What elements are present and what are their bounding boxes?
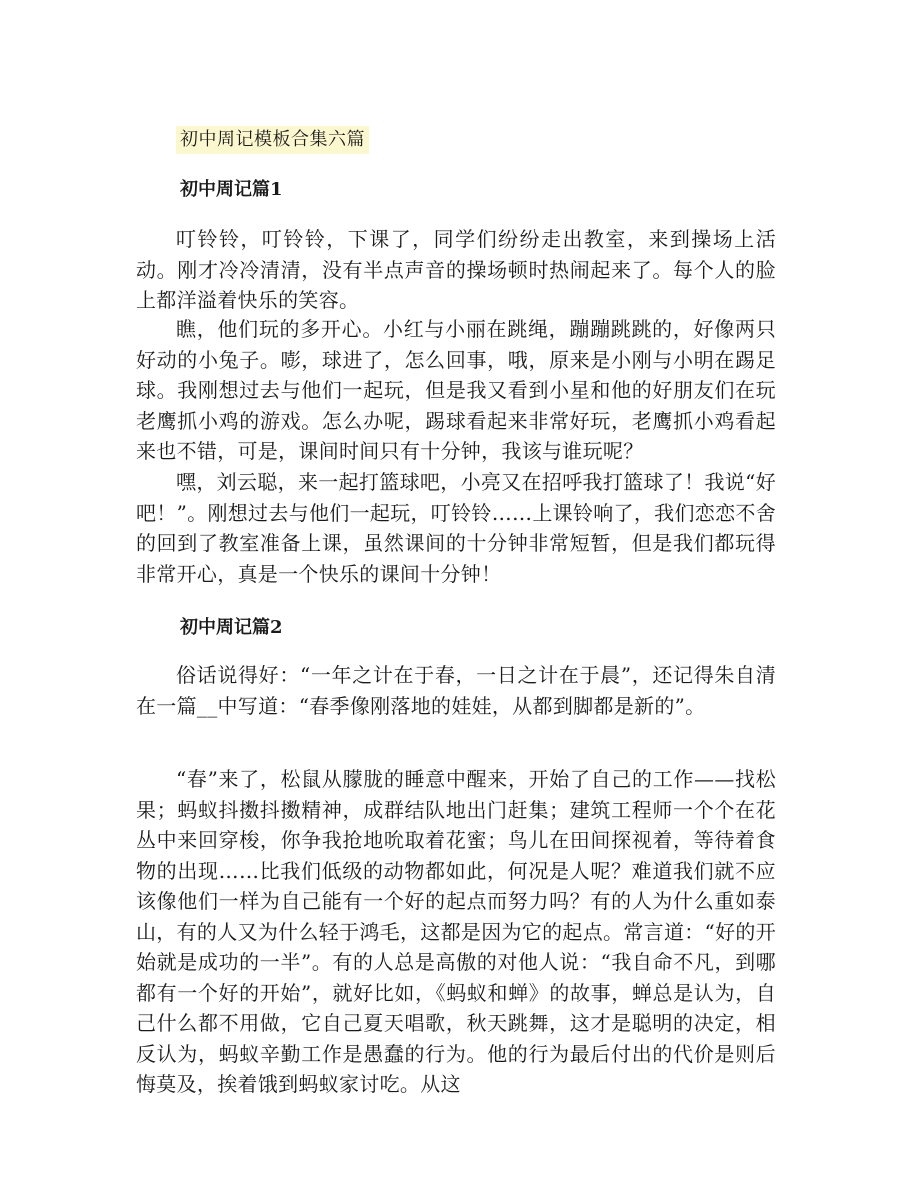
- paragraph: 嘿，刘云聪，来一起打篮球吧，小亮又在招呼我打篮球了！我说“好吧！”。刚想过去与他们一起玩，叮铃铃……上课铃响了，我们恋恋不舍的回到了教室准备上课，虽然课间的十分钟非常短暂，但是我们都玩得非常开心，真是一个快乐的课间十分钟！: [136, 470, 776, 586]
- section-heading-2: 初中周记篇2: [180, 617, 283, 638]
- paragraph: 俗话说得好：“一年之计在于春，一日之计在于晨”，还记得朱自清在一篇__中写道：“春季像刚落地的娃娃，从都到脚都是新的”。: [136, 663, 776, 718]
- paragraph: 瞧，他们玩的多开心。小红与小丽在跳绳，蹦蹦跳跳的，好像两只好动的小兔子。嘭，球进了，怎么回事，哦，原来是小刚与小明在踢足球。我刚想过去与他们一起玩，但是我又看到小星和他的好朋友们在玩老鹰抓小鸡的游戏。怎么办呢，踢球看起来非常好玩，老鹰抓小鸡看起来也不错，可是，课间时间只有十分钟，我该与谁玩呢？: [136, 317, 776, 463]
- paragraph: 叮铃铃，叮铃铃，下课了，同学们纷纷走出教室，来到操场上活动。刚才冷冷清清，没有半点声音的操场顿时热闹起来了。每个人的脸上都洋溢着快乐的笑容。: [136, 227, 776, 312]
- paragraph: “春”来了，松鼠从朦胧的睡意中醒来，开始了自己的工作——找松果；蚂蚁抖擞抖擞精神，成群结队地出门赶集；建筑工程师一个个在花丛中来回穿梭，你争我抢地吮取着花蜜；鸟儿在田间探视着，等待着食物的出现……比我们低级的动物都如此，何况是人呢？难道我们就不应该像他们一样为自己能有一个好的起点而努力吗？有的人为什么重如泰山，有的人又为什么轻于鸿毛，这都是因为它的起点。常言道：“好的开始就是成功的一半”。有的人总是高傲的对他人说：“我自命不凡，到哪都有一个好的开始”，就好比如，《蚂蚁和蝉》的故事，蝉总是认为，自己什么都不用做，它自己夏天唱歌，秋天跳舞，这才是聪明的决定，相反认为，蚂蚁辛勤工作是愚蠢的行为。他的行为最后付出的代价是则后悔莫及，挨着饿到蚂蚁家讨吃。从这: [136, 767, 776, 1096]
- document-title: 初中周记模板合集六篇: [176, 126, 369, 154]
- section-heading-1: 初中周记篇1: [180, 179, 283, 200]
